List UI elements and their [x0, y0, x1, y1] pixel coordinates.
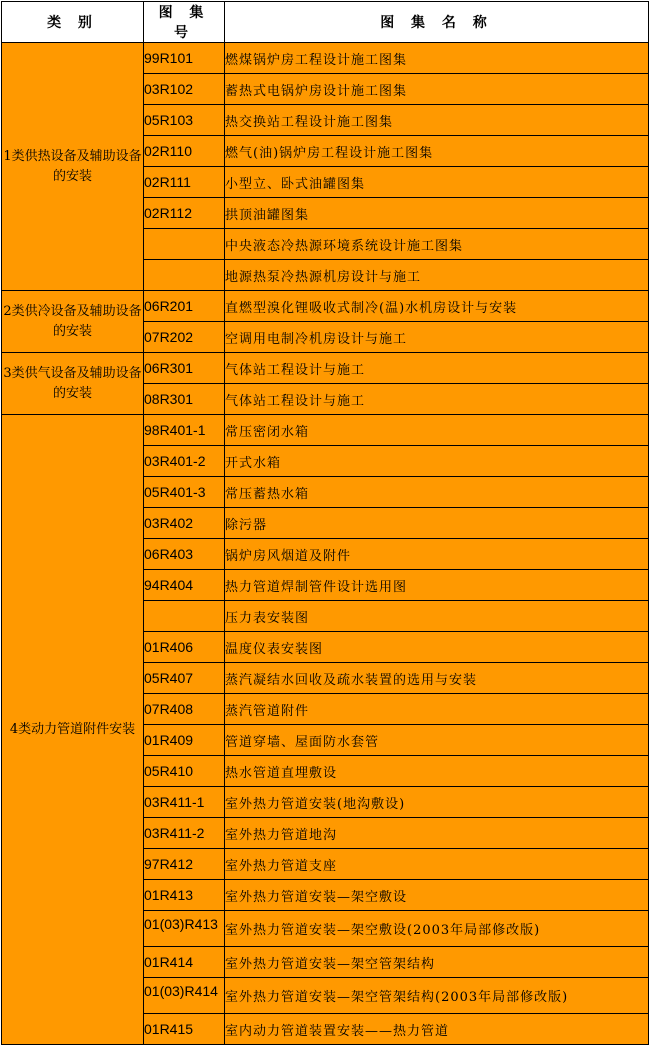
- atlas-name-cell: 燃煤锅炉房工程设计施工图集: [225, 43, 649, 74]
- atlas-code-cell: 05R103: [144, 105, 225, 136]
- atlas-code-cell: 05R401-3: [144, 477, 225, 508]
- atlas-name-cell: 开式水箱: [225, 446, 649, 477]
- atlas-code-cell: 03R402: [144, 508, 225, 539]
- atlas-code-cell: [144, 260, 225, 291]
- atlas-name-cell: 热水管道直埋敷设: [225, 756, 649, 787]
- atlas-code-cell: 94R404: [144, 570, 225, 601]
- atlas-name-cell: 室外热力管道地沟: [225, 818, 649, 849]
- atlas-code-cell: 01(03)R413: [144, 911, 225, 947]
- atlas-code-cell: 01R406: [144, 632, 225, 663]
- atlas-name-cell: 地源热泵冷热源机房设计与施工: [225, 260, 649, 291]
- atlas-name-cell: 热力管道焊制管件设计选用图: [225, 570, 649, 601]
- atlas-name-cell: 管道穿墙、屋面防水套管: [225, 725, 649, 756]
- atlas-name-cell: 拱顶油罐图集: [225, 198, 649, 229]
- table-row: [2, 415, 649, 446]
- table-row: [2, 353, 649, 384]
- atlas-code-cell: 01R413: [144, 880, 225, 911]
- header-row: [2, 2, 649, 43]
- atlas-code-cell: 05R407: [144, 663, 225, 694]
- table-body: [2, 43, 649, 1045]
- category-cell: 1类供热设备及辅助设备的安装: [2, 43, 144, 291]
- atlas-name-cell: 蒸汽凝结水回收及疏水装置的选用与安装: [225, 663, 649, 694]
- atlas-name-cell: 室外热力管道安装(地沟敷设): [225, 787, 649, 818]
- atlas-code-cell: 01R414: [144, 947, 225, 978]
- table-row: [2, 291, 649, 322]
- atlas-code-cell: 03R102: [144, 74, 225, 105]
- header-name: 图 集 名 称: [225, 2, 649, 43]
- category-cell: 3类供气设备及辅助设备的安装: [2, 353, 144, 415]
- atlas-name-cell: 气体站工程设计与施工: [225, 353, 649, 384]
- atlas-name-cell: 小型立、卧式油罐图集: [225, 167, 649, 198]
- atlas-name-cell: 压力表安装图: [225, 601, 649, 632]
- atlas-name-cell: 蒸汽管道附件: [225, 694, 649, 725]
- atlas-code-cell: 97R412: [144, 849, 225, 880]
- atlas-code-cell: 03R411-1: [144, 787, 225, 818]
- atlas-name-cell: 气体站工程设计与施工: [225, 384, 649, 415]
- atlas-code-cell: 03R411-2: [144, 818, 225, 849]
- atlas-name-cell: 中央液态冷热源环境系统设计施工图集: [225, 229, 649, 260]
- atlas-name-cell: 室外热力管道安装—架空管架结构(2003年局部修改版): [225, 978, 649, 1014]
- atlas-code-cell: 05R410: [144, 756, 225, 787]
- atlas-name-cell: 室外热力管道支座: [225, 849, 649, 880]
- atlas-name-cell: 室外热力管道安装—架空敷设: [225, 880, 649, 911]
- atlas-code-cell: [144, 229, 225, 260]
- header-category: 类 别: [2, 2, 144, 43]
- category-cell: 2类供冷设备及辅助设备的安装: [2, 291, 144, 353]
- atlas-code-cell: 07R202: [144, 322, 225, 353]
- atlas-name-cell: 除污器: [225, 508, 649, 539]
- atlas-code-cell: 03R401-2: [144, 446, 225, 477]
- atlas-name-cell: 锅炉房风烟道及附件: [225, 539, 649, 570]
- atlas-code-cell: 01(03)R414: [144, 978, 225, 1014]
- category-cell: 4类动力管道附件安装: [2, 415, 144, 1045]
- atlas-code-cell: 02R110: [144, 136, 225, 167]
- atlas-code-cell: 06R201: [144, 291, 225, 322]
- atlas-name-cell: 室外热力管道安装—架空管架结构: [225, 947, 649, 978]
- atlas-name-cell: 蓄热式电锅炉房设计施工图集: [225, 74, 649, 105]
- atlas-name-cell: 燃气(油)锅炉房工程设计施工图集: [225, 136, 649, 167]
- atlas-code-cell: 06R403: [144, 539, 225, 570]
- atlas-code-cell: 99R101: [144, 43, 225, 74]
- atlas-code-cell: 02R111: [144, 167, 225, 198]
- atlas-code-cell: [144, 601, 225, 632]
- atlas-name-cell: 常压密闭水箱: [225, 415, 649, 446]
- atlas-code-cell: 01R409: [144, 725, 225, 756]
- atlas-code-cell: 01R415: [144, 1014, 225, 1045]
- table-row: [2, 43, 649, 74]
- atlas-code-cell: 07R408: [144, 694, 225, 725]
- atlas-code-cell: 08R301: [144, 384, 225, 415]
- atlas-code-cell: 02R112: [144, 198, 225, 229]
- atlas-name-cell: 空调用电制冷机房设计与施工: [225, 322, 649, 353]
- atlas-name-cell: 室内动力管道装置安装——热力管道: [225, 1014, 649, 1045]
- atlas-name-cell: 直燃型溴化锂吸收式制冷(温)水机房设计与安装: [225, 291, 649, 322]
- atlas-code-cell: 06R301: [144, 353, 225, 384]
- atlas-name-cell: 常压蓄热水箱: [225, 477, 649, 508]
- atlas-code-cell: 98R401-1: [144, 415, 225, 446]
- atlas-name-cell: 温度仪表安装图: [225, 632, 649, 663]
- header-code: 图 集 号: [144, 2, 225, 43]
- atlas-table: [1, 1, 649, 1045]
- atlas-name-cell: 室外热力管道安装—架空敷设(2003年局部修改版): [225, 911, 649, 947]
- atlas-name-cell: 热交换站工程设计施工图集: [225, 105, 649, 136]
